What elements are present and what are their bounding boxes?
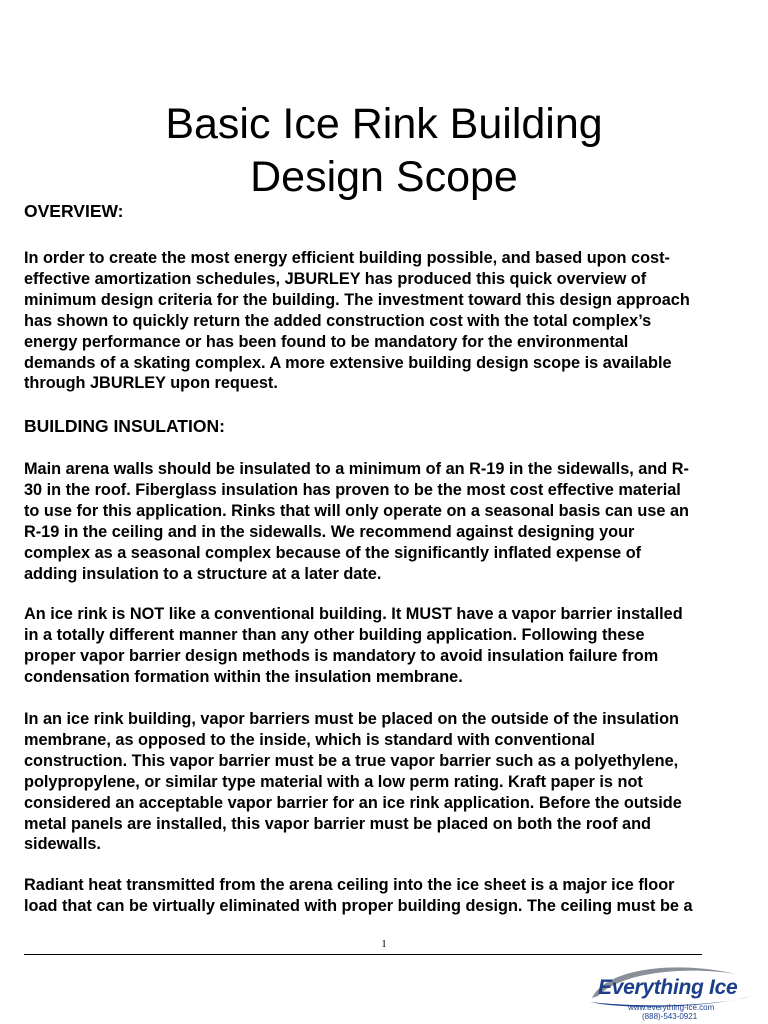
overview-heading: OVERVIEW: (24, 201, 124, 221)
insulation-paragraph-4 (24, 875, 749, 917)
paragraph-line: effective amortization schedules, JBURLEY has produced this quick overview of (24, 269, 647, 288)
overview-paragraph (24, 248, 749, 394)
paragraph-line: In an ice rink building, vapor barriers must be placed on the outside of the insulation (24, 710, 679, 728)
footer-divider (24, 954, 702, 955)
paragraph-line: load that can be virtually eliminated with proper building design. The ceiling must be a (24, 896, 693, 915)
paragraph-line: construction. This vapor barrier must be a true vapor barrier such as a polyethylene, (24, 751, 679, 770)
paragraph-line: An ice rink is NOT like a conventional building. It MUST have a vapor barrier installed (24, 605, 683, 623)
paragraph-line: considered an acceptable vapor barrier for an ice rink application. Before the outside (24, 793, 682, 812)
page-number: 1 (381, 938, 387, 950)
paragraph-line: demands of a skating complex. A more extensive building design scope is available (24, 353, 672, 372)
logo-url: www.everything-ice.com (628, 1003, 715, 1012)
paragraph-line: In order to create the most energy efficient building possible, and based upon cost- (24, 249, 670, 267)
paragraph-line: in a totally different manner than any other building application. Following these (24, 625, 645, 644)
paragraph-line: metal panels are installed, this vapor barrier must be placed on both the roof and (24, 814, 651, 833)
paragraph-line: condensation formation within the insulation membrane. (24, 667, 463, 686)
document-title-line-2: Design Scope (250, 153, 518, 201)
everything-ice-logo (586, 962, 756, 1024)
paragraph-line: complex as a seasonal complex because of the significantly inflated expense of (24, 543, 642, 562)
paragraph-line: Main arena walls should be insulated to a minimum of an R-19 in the sidewalls, and R- (24, 460, 689, 478)
paragraph-line: adding insulation to a structure at a later date. (24, 564, 382, 583)
paragraph-line: sidewalls. (24, 835, 101, 854)
paragraph-line: to use for this application. Rinks that will only operate on a seasonal basis can use an (24, 501, 689, 520)
paragraph-line: energy performance or has been found to be mandatory for the environmental (24, 332, 629, 351)
paragraph-line: proper vapor barrier design methods is mandatory to avoid insulation failure from (24, 646, 659, 665)
paragraph-line: R-19 in the ceiling and in the sidewalls. We recommend against designing your (24, 522, 635, 541)
logo-phone: (888)-543-0921 (642, 1012, 698, 1021)
building-insulation-heading: BUILDING INSULATION: (24, 416, 225, 436)
paragraph-line: through JBURLEY upon request. (24, 374, 278, 393)
paragraph-line: membrane, as opposed to the inside, which is standard with conventional (24, 730, 595, 749)
paragraph-line: Radiant heat transmitted from the arena ceiling into the ice sheet is a major ice floor (24, 876, 675, 894)
paragraph-line: has shown to quickly return the added construction cost with the total complex’s (24, 311, 652, 330)
paragraph-line: polypropylene, or similar type material with a low perm rating. Kraft paper is not (24, 772, 643, 791)
document-title-line-1: Basic Ice Rink Building (165, 100, 603, 148)
logo-wordmark: Everything Ice (598, 976, 738, 999)
insulation-paragraph-2 (24, 604, 749, 688)
insulation-paragraph-1 (24, 459, 749, 584)
insulation-paragraph-3 (24, 709, 749, 855)
paragraph-line: 30 in the roof. Fiberglass insulation has proven to be the most cost effective material (24, 480, 681, 499)
paragraph-line: minimum design criteria for the building. The investment toward this design approach (24, 290, 690, 309)
